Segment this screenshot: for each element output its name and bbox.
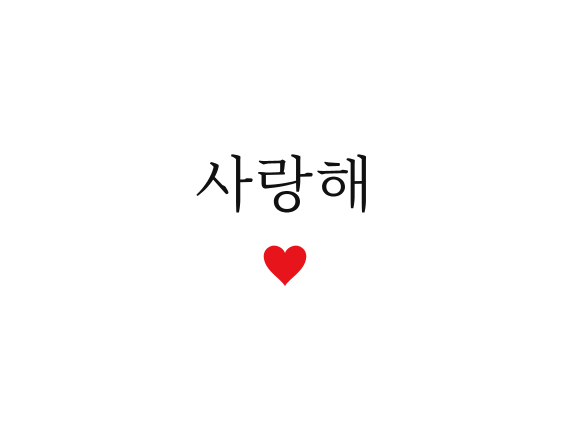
love-text: 사랑해 (195, 151, 375, 221)
heart-icon (262, 244, 308, 288)
heart-shape (264, 246, 307, 286)
